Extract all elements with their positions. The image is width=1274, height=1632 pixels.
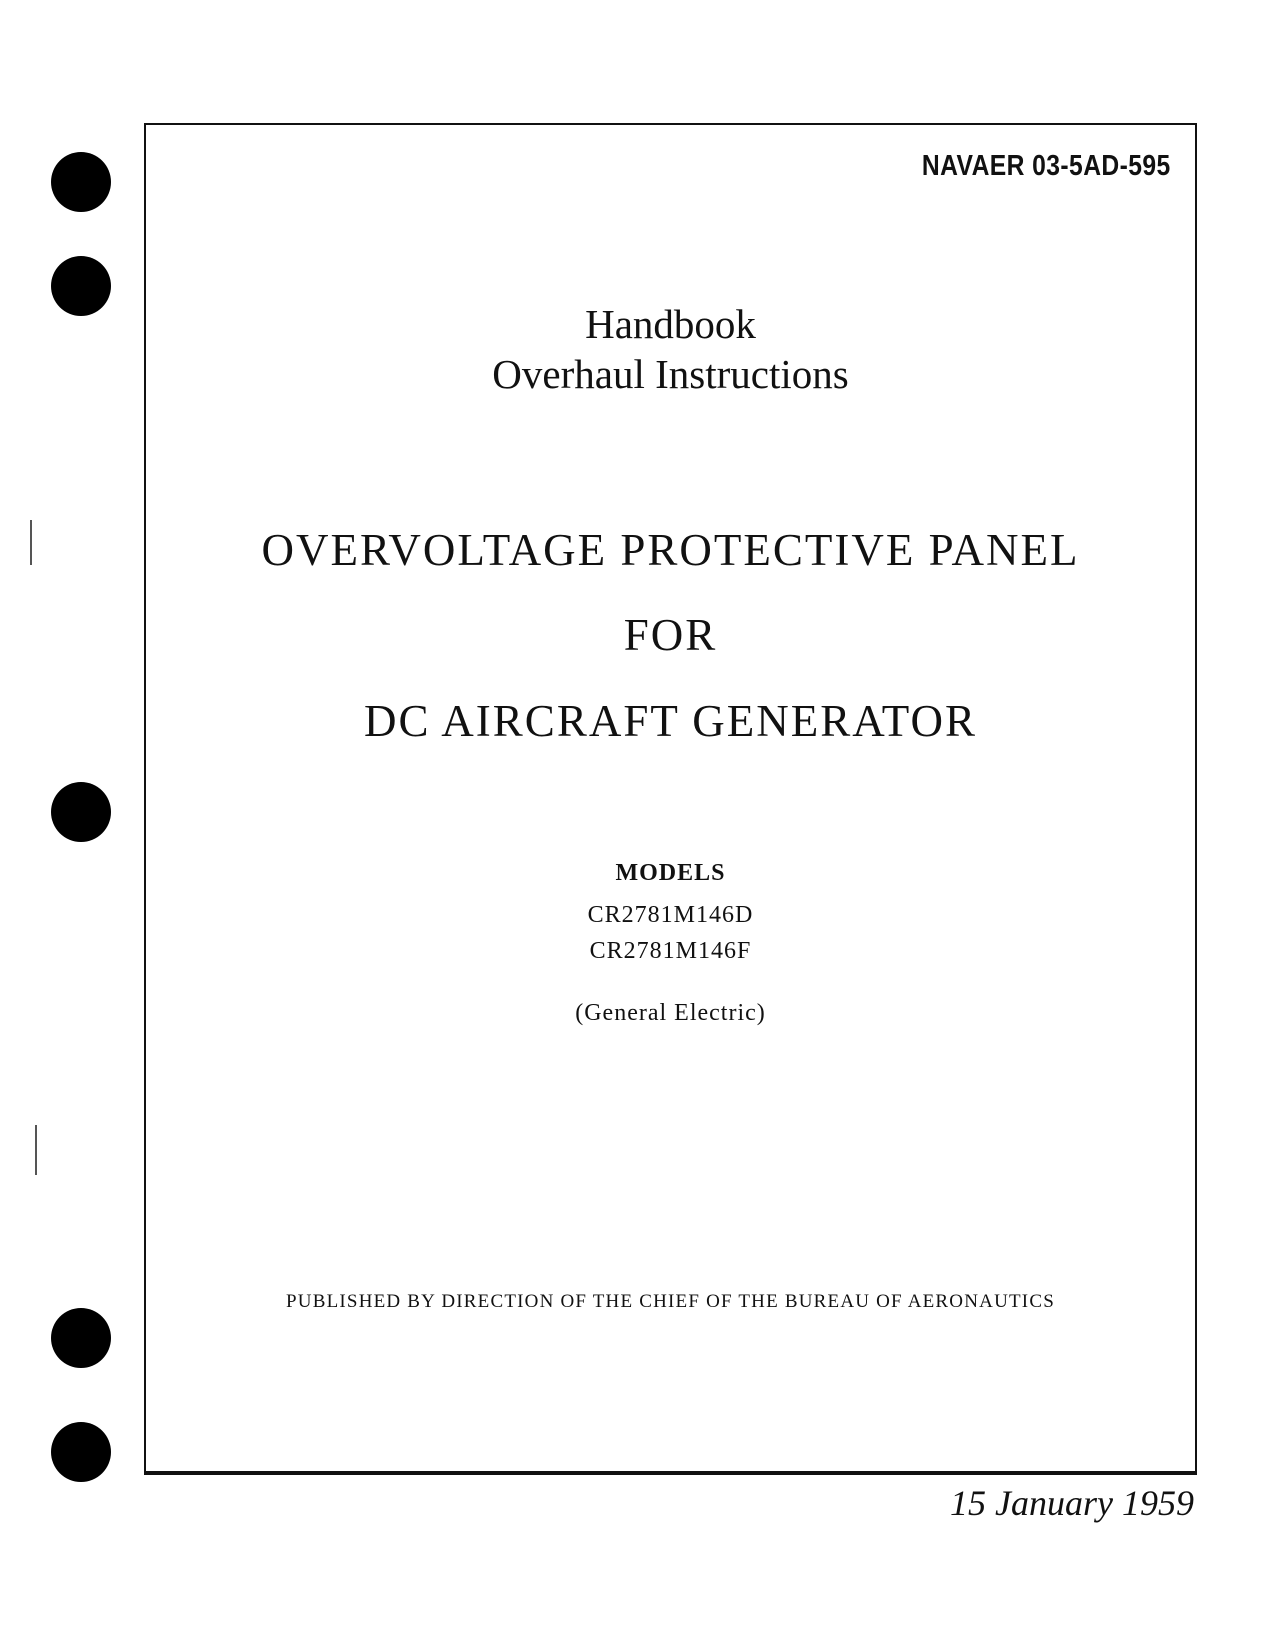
binder-hole [51, 1308, 111, 1368]
scan-mark [30, 520, 32, 565]
publication-date: 15 January 1959 [950, 1483, 1194, 1523]
scan-mark [35, 1125, 37, 1175]
binder-hole [51, 152, 111, 212]
manufacturer: (General Electric) [575, 1000, 766, 1026]
document-number: NAVAER 03-5AD-595 [922, 150, 1171, 182]
model-item: CR2781M146F [589, 938, 752, 964]
heading-overhaul-instructions: Overhaul Instructions [492, 351, 849, 397]
title-line-1: OVERVOLTAGE PROTECTIVE PANEL [261, 525, 1080, 575]
binder-hole [51, 782, 111, 842]
models-label: MODELS [615, 860, 726, 886]
publisher-line: PUBLISHED BY DIRECTION OF THE CHIEF OF THE BUREAU OF AERONAUTICS [286, 1291, 1055, 1312]
binder-hole [51, 1422, 111, 1482]
title-line-3: DC AIRCRAFT GENERATOR [364, 696, 977, 746]
binder-hole [51, 256, 111, 316]
title-line-2: FOR [623, 610, 718, 660]
heading-handbook: Handbook [585, 301, 756, 347]
model-item: CR2781M146D [587, 902, 754, 928]
